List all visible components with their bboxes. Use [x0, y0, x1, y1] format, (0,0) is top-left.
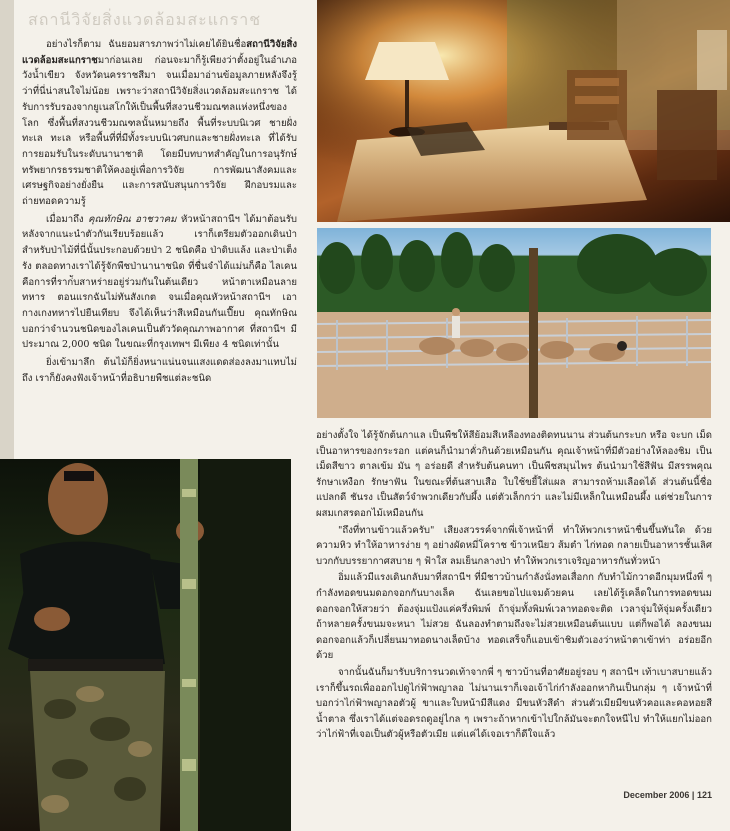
photo-ranger-drawing — [0, 459, 291, 831]
photo-dining-table — [317, 0, 730, 222]
left-paragraph-2-intro: เมื่อมาถึง — [46, 213, 89, 225]
right-paragraph-4: จากนั้นฉันก็มารับบริการนวดเท้าจากพี่ ๆ ชาวบ้านที่อาศัยอยู่รอบ ๆ สถานีฯ เท้าเบาสบายแล้วเราก็ขึ้นรถเพื่อออกไปดูไก่ฟ้าพญาลอ ไม่นานเราก็เจอเจ้าไก่กำลังออกหากินเป็นกลุ่ม ๆ เจ้าหน้าที่บอกว่าไก่ฟ้าพญาลอตัวผู้ ขาและใบหน้ามีสีแดง มีขนหัวสีดำ ส่วนตัวเมียมีขนหัวคอและคอหอยสีน้ำตาล ซึ่งเราได้แต่จอดรถดูอยู่ไกล ๆ เพราะถ้าหากเข้าไปใกล้มันจะตกใจหนีไป ทำให้แยกไม่ออกว่าไก่ฟ้าที่เจอเป็นตัวผู้หรือตัวเมีย แต่แค่ได้เจอเราก็ดีใจแล้ว — [316, 666, 712, 741]
ghost-heading: สถานีวิจัยสิ่งแวดล้อมสะแกราช — [28, 10, 262, 29]
photo-ranger-with-stick — [0, 459, 291, 831]
right-paragraph-3: อิ่มแล้วมีแรงเดินกลับมาที่สถานีฯ ที่มีชาวบ้านกำลังนั่งทอเสื่อกก กับทำไม้กวาดอีกมุมหนึ่งพี่ ๆ กำลังทอดขนมดอกจอกกันบางเล็ค ฉันเลยขอไปแจมด้วยคน เลยได้รู้เคล็ดในการทอดขนมดอกจอกให้สวยว่า ต้องจุ่มแป้งแค่ครึ่งพิมพ์ ถ้าจุ่มทั้งพิมพ์เวลาทอดจะติด เวลาจุ่มให้จุ่มครั้งเดียว ถ้าหลายครั้งขนมจะหนา ไม่สวย ฉันลองทำตามถึงจะไม่สวยเหมือนต้นแบบ แต่ก็พอได้ ลองขนมดอกจอกแล้วก็เปลี่ยนมาทอดนางเล็ดบ้าง ทอดเสร็จก็แอบเข้าชิมตัวเองว่าหน้าตาเข้าท่า อร่อยอีกด้วย — [316, 572, 712, 662]
right-text-column — [316, 428, 712, 744]
left-paragraph-1-body: มาก่อนเลย ก่อนจะมาก็รู้เพียงว่าตั้งอยู่ในอำเภอวังน้ำเขียว จังหวัดนครราชสีมา จนเมื่อมาอ่านข้อมูลภายหลังจึงรู้ว่าที่นี่น่าสนใจไม่น้อย เพราะว่าสถานีวิจัยสิ่งแวดล้อมสะแกราช ได้รับการรับรองจากยูเนสโกให้เป็นพื้นที่สงวนชีวมณฑลแห่งหนึ่งของโลก ซึ่งพื้นที่สงวนชีวมณฑลนั้นหมายถึง พื้นที่ระบบนิเวศ ชายฝั่งทะเล ทะเล หรือพื้นที่ที่มีทั้งระบบนิเวศบกและชายฝั่งทะเล ที่ได้รับการยอมรับในระดับนานาชาติ โดยมีบทบาทสำคัญในการอนุรักษ์ทรัพยากรธรรมชาติให้คงอยู่เพื่อการวิจัย การพัฒนาสังคมและเศรษฐกิจอย่างยั่งยืน และการสนับสนุนการวิจัย ฝึกอบรมและถ่ายทอดความรู้ — [22, 54, 297, 208]
page-folio — [612, 790, 712, 804]
right-paragraph-1: อย่างตั้งใจ ได้รู้จักต้นกาแล เป็นพืชให้สีย้อมสีเหลืองทองติดทนนาน ส่วนต้นกระบก หรือ จะบก เม็ดเป็นอาหารของกระรอก แต่คนก็นำมาคั่วกินด้วยเหมือนกัน คุณเจ้าหน้าที่มีตัวอย่างให้ลองชิม เป็นเม็ดสีขาว ตาลเข้ม มัน ๆ อร่อยดี สำหรับต้นคนทา เป็นพืชสมุนไพร ต้นนำมาใช้สีฟัน มีสรรพคุณรักษาเหงือก รักษาฟัน ในขณะที่ต้นสาบเสือ ใบใช้ขยี้ใส่แผล สามารถห้ามเลือดได้ ส่วนต้นนี้ชื่อแปลกดี ชันรง เป็นสัตว์จำพวกเดียวกับผึ้ง แต่ตัวเล็กกว่า และไม่มีเหล็กในเหมือนผึ้ง แต่ช่วยในการผสมเกสรดอกไม้เหมือนกัน — [316, 430, 712, 519]
left-paragraph-2-body: หัวหน้าสถานีฯ ได้มาต้อนรับ หลังจากแนะนำตัวกันเรียบร้อยแล้ว เราก็เตรียมตัวออกเดินป่า สำหรับป่าไม้ที่นี่นั้นประกอบด้วยป่า 2 ชนิดคือ ป่าดิบแล้ง และป่าเต็งรัง ตลอดทางเราได้รู้จักพืชป่านานาชนิด ที่ชื่นจำได้แม่นก็คือ ไลเคน คือการที่ราก่ับสาหร่ายอยู่ร่วมกันในต้นเดียว หน้าตาเหมือนลายทหาร ตอนแรกฉันไม่ทันสังเกต จนเมื่อคุณหัวหน้าสถานีฯ เอากางเกงทหารไปยืนเทียบ จึงได้เห็นว่าสีเหมือนกันเปี๊ยบ คุณทักษิณบอกว่าจำนวนชนิดของไลเคนเป็นตัววัดคุณภาพอากาศ ที่สถานีฯ มีประมาณ 2,000 ชนิด ในขณะที่กรุงเทพฯ มีเพียง 4 ชนิดเท่านั้น — [22, 213, 297, 351]
page-number: 121 — [696, 790, 712, 800]
station-name-bold: สถานีวิจัยสิ่งแวดล้อมสะแกราช — [22, 39, 297, 66]
photo-sheep-pen-drawing — [317, 228, 711, 418]
station-head-name: คุณทักษิณ อาชวาคม — [88, 213, 177, 225]
photo-dining-table-drawing — [317, 0, 730, 222]
right-paragraph-2: "ถึงที่ทานข้าวแล้วครับ" เสียงสวรรค์จากพี่เจ้าหน้าที่ ทำให้พวกเราหน้าชื่นขึ้นทันใด ด้วยความหิว ทำให้อาหารง่าย ๆ อย่างผัดหมี่โคราช ข้าวเหนียว ส้มตำ ไก่ทอด กลายเป็นอาหารชั้นเลิศ บวกกับบรรยากาศสบาย ๆ ฟ้าใส ลมเย็นกลางป่า ทำให้พวกเราเจริญอาหารกันทั่วหน้า — [316, 524, 712, 567]
left-paragraph-3: ยิ่งเข้ามาลึก ต้นไม้ก็ยิ่งหนาแน่นจนแสงแดดส่องลงมาแทบไม่ถึง เราก็ยังคงฟังเจ้าหน้าที่อธิบายพืชแต่ละชนิด — [22, 357, 297, 384]
folio-separator: | — [691, 790, 695, 800]
issue-date: December 2006 — [623, 790, 690, 800]
left-paragraph-1-intro: อย่างไรก็ตาม ฉันยอมสารภาพว่าไม่เคยได้ยินชื่อ — [46, 39, 247, 50]
left-paragraph-2 — [22, 212, 297, 353]
left-paragraph-1 — [22, 37, 297, 210]
left-text-column — [22, 37, 297, 388]
photo-sheep-pen — [317, 228, 711, 418]
